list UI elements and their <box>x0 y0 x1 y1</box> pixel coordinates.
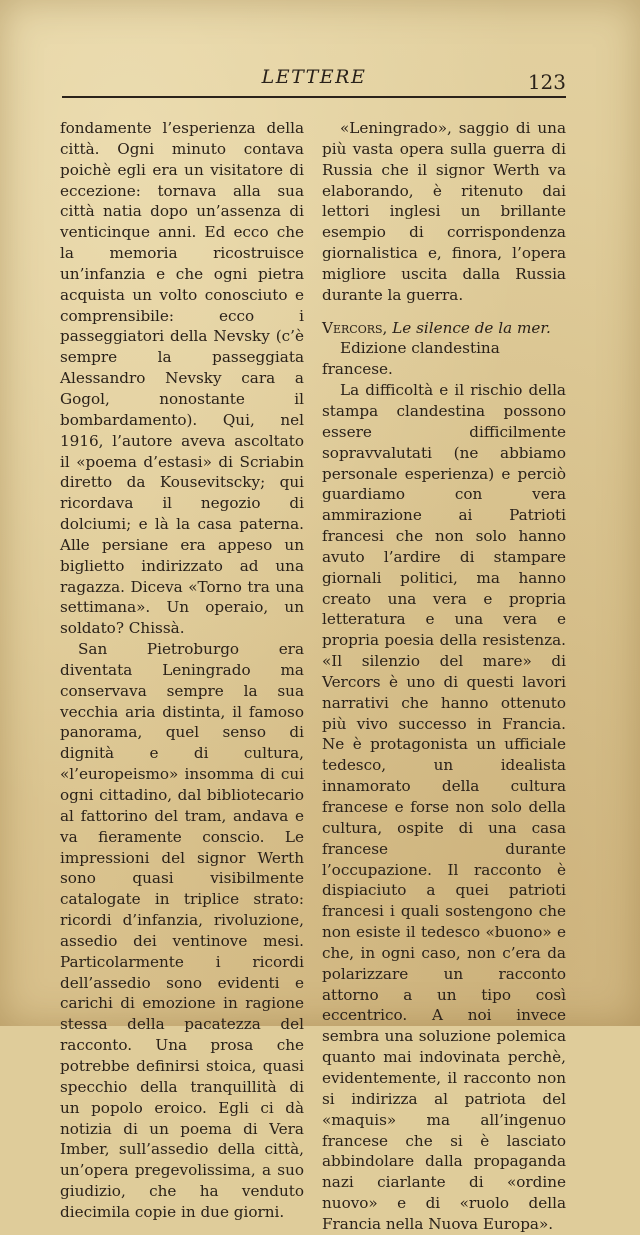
entry-subtitle: Edizione clandestina francese. <box>322 339 500 379</box>
entry-author: Vercors, <box>322 318 388 337</box>
left-paragraph-1: fondamente l’esperienza della città. Ogni minuto contava poichè egli era un visitatore di eccezione: tornava alla sua città natia dopo un’assenza di venticinque anni. Ed ecco che la memoria ricostruisce un’infanzia e che ogni pietra acquista un volto conosciuto e comprensibile: ecco i passeggiatori della Nevsky (c’è sempre la passeggiata Alessandro Nevsky cara a Gogol, nonostante il bombardamento). Qui, nel 1916, l’autore aveva ascoltato il «poema d’estasi» di Scriabin diretto da Kousevitscky; qui ricordava il negozio di dolciumi; e là la casa paterna. Alle persiane era appeso un biglietto indirizzato ad una ragazza. Diceva «Torno tra una settimana». Un operaio, un soldato? Chissà. <box>60 119 304 638</box>
right-paragraph-2: La difficoltà e il rischio della stampa clandestina possono essere difficilmente sopravvalutati (ne abbiamo personale esperienza) e perciò guardiamo con vera ammirazione ai Patrioti francesi che non solo hanno avuto l’ardire di stampare giornali politici, ma hanno creato una vera e propria letteratura e una vera e propria poesia della resistenza. «Il silenzio del mare» di Vercors è uno di questi lavori narrativi che hanno ottenuto più vivo successo in Francia. Ne è protagonista un ufficiale tedesco, un idealista innamorato della cultura francese e forse non solo della cultura, ospite di una casa francese durante l’occupazione. Il racconto è dispiaciuto a quei patrioti francesi i quali sostengono che non esiste il tedesco «buono» e che, in ogni caso, non c’era da polarizzare un racconto attorno a un tipo così eccentrico. A noi invece sembra una soluzione polemica quanto mai indovinata perchè, evidentemente, il racconto non si indirizza al patriota del «maquis» ma all’ingenuo francese che si è lasciato abbindolare dalla propaganda nazi ciarlante di «ordine nuovo» e di «ruolo della Francia nella Nuova Europa». <box>322 381 566 1233</box>
right-paragraph-1: «Leningrado», saggio di una più vasta opera sulla guerra di Russia che il signor Werth va elaborando, è ritenuto dai lettori inglesi un brillante esempio di corrispondenza giornalistica e, finora, l’opera migliore uscita dalla Russia durante la guerra. <box>322 119 566 304</box>
book-entry-heading <box>322 318 566 339</box>
left-column <box>60 118 304 1223</box>
page-number: 123 <box>527 70 566 94</box>
right-column <box>322 118 566 1235</box>
left-paragraph-2: San Pietroburgo era diventata Leningrado ma conservava sempre la sua vecchia aria distinta, il famoso panorama, quel senso di dignità e di cultura, «l’europeismo» insomma di cui ogni cittadino, dal bibliotecario al fattorino del tram, andava e va fieramente conscio. Le impressioni del signor Werth sono quasi visibilmente catalogate in triplice strato: ricordi d’infanzia, rivoluzione, assedio dei ventinove mesi. Particolarmente i ricordi dell’assedio sono evidenti e carichi di emozione in ragione stessa della pacatezza del racconto. Una prosa che potrebbe definirsi stoica, quasi specchio della tranquillità di un popolo eroico. Egli ci dà notizia di un poema di Vera Imber, sull’assedio della città, un’opera pregevolissima, a suo giudizio, che ha venduto diecimila copie in due giorni. <box>60 640 304 1221</box>
entry-title: Le silence de la mer. <box>392 318 551 337</box>
running-head: LETTERE <box>261 66 367 88</box>
page-header <box>62 62 566 98</box>
